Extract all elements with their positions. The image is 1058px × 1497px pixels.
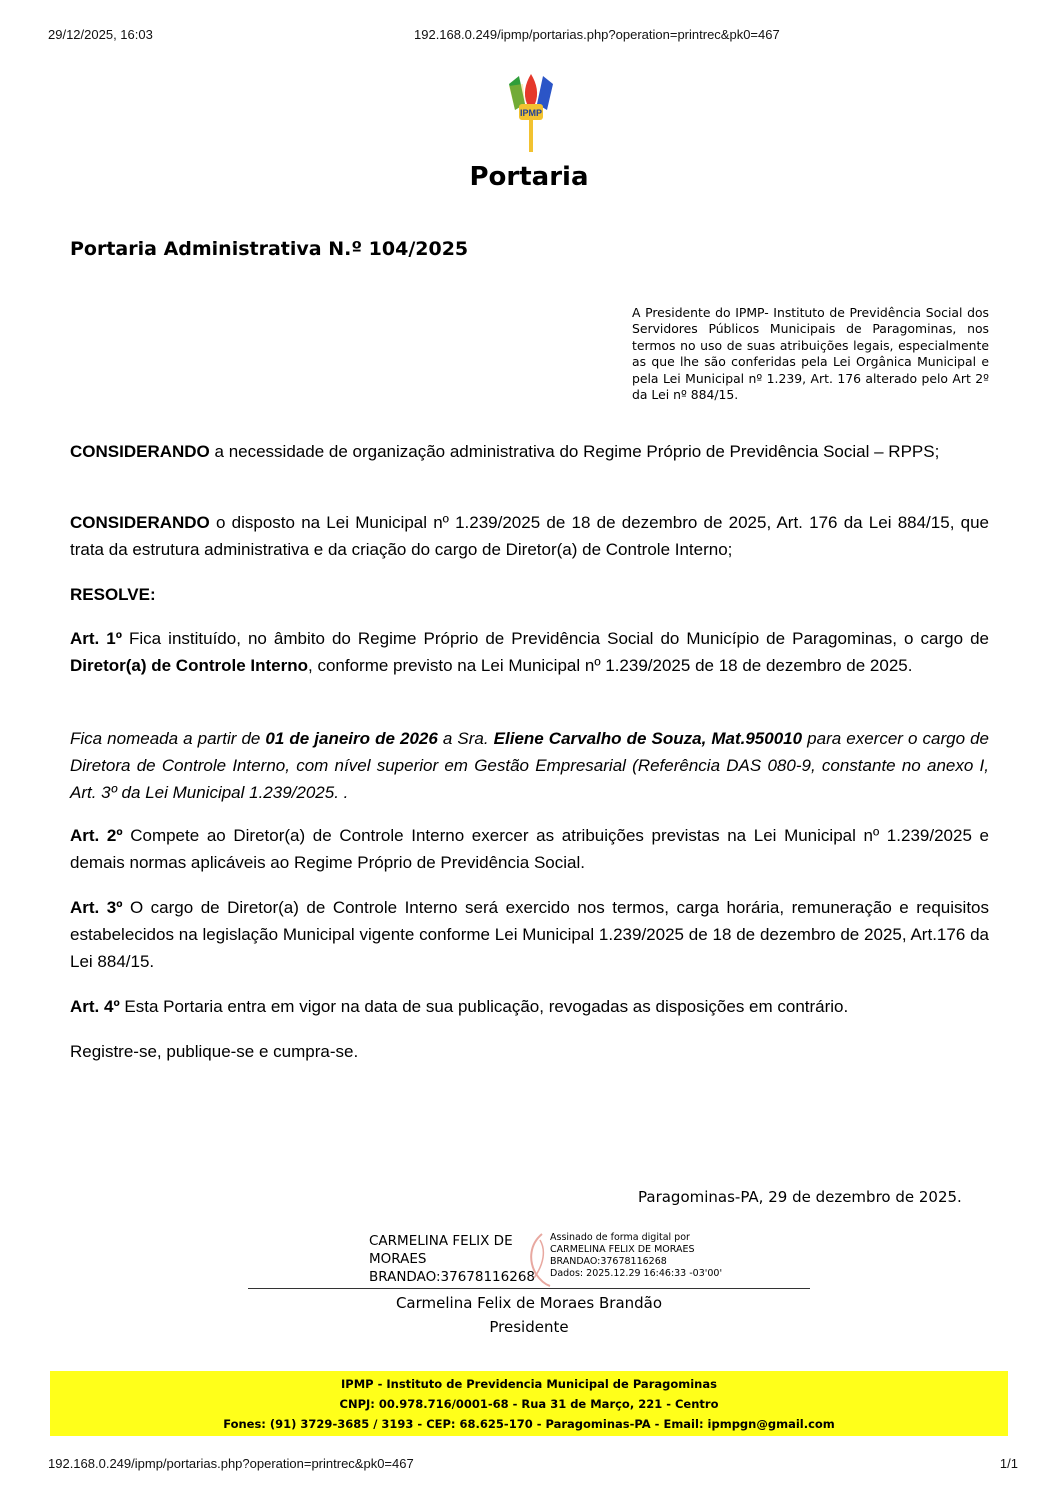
cargo-name: Diretor(a) de Controle Interno xyxy=(70,656,309,675)
digital-signature-name: CARMELINA FELIX DE MORAES BRANDAO:37678116268 xyxy=(369,1233,536,1285)
portaria-number-title: Portaria Administrativa N.º 104/2025 xyxy=(70,238,469,260)
ipmp-logo xyxy=(503,70,559,156)
print-datetime: 29/12/2025, 16:03 xyxy=(48,27,153,42)
article-label: Art. 1º xyxy=(70,629,122,648)
ipmp-flame-logo-icon xyxy=(503,70,559,156)
considerando-paragraph-1 xyxy=(70,438,989,465)
resolve-heading: RESOLVE: xyxy=(70,585,156,604)
considerando-paragraph-2 xyxy=(70,509,989,563)
print-url-header: 192.168.0.249/ipmp/portarias.php?operation=printrec&pk0=467 xyxy=(414,27,780,42)
footer-line-2: CNPJ: 00.978.716/0001-68 - Rua 31 de Março, 221 - Centro xyxy=(339,1397,719,1411)
page-counter: 1/1 xyxy=(999,1456,1018,1471)
article-label: Art. 4º xyxy=(70,997,120,1016)
closing-line: Registre-se, publique-se e cumpra-se. xyxy=(70,1042,359,1061)
signer-name: Carmelina Felix de Moraes Brandão xyxy=(395,1294,663,1312)
art3-paragraph: Art. 3º O cargo de Diretor(a) de Controle Interno será exercido nos termos, carga horária, remuneração e requisitos estabelecidos na legislação Municipal vigente conforme Lei Municipal 1.239/2025 de 18 de dezembro de 2025, Art.176 da Lei 884/15. xyxy=(70,898,989,971)
considerando-text: a necessidade de organização administrativa do Regime Próprio de Previdência Social – RPPS; xyxy=(209,442,940,461)
considerando-label: CONSIDERANDO xyxy=(70,442,210,461)
page-title: Portaria xyxy=(469,162,589,192)
art4-paragraph: Art. 4º Esta Portaria entra em vigor na data de sua publicação, revogadas as disposições em contrário. xyxy=(70,997,849,1016)
print-url-footer: 192.168.0.249/ipmp/portarias.php?operation=printrec&pk0=467 xyxy=(48,1456,414,1471)
considerando-text: o disposto na Lei Municipal nº 1.239/2025 de 18 de dezembro de 2025, Art. 176 da Lei 884/15, que trata da estrutura administrativa e da criação do cargo de Diretor(a) de Controle Interno; xyxy=(70,513,989,559)
signature-line xyxy=(248,1288,810,1289)
article-label: Art. 2º xyxy=(70,826,123,845)
signer-role: Presidente xyxy=(489,1318,569,1336)
preamble-paragraph: A Presidente do IPMP- Instituto de Previdência Social dos Servidores Públicos Municipais de Paragominas, nos termos no uso de suas atribuições legais, especialmente as que lhe são conferidas pela Lei Orgânica Municipal e pela Lei Municipal nº 1.239, Art. 176 alterado pelo Art 2º da Lei nº 884/15. xyxy=(632,305,989,403)
article-label: Art. 3º xyxy=(70,898,123,917)
start-date: 01 de janeiro de 2026 xyxy=(265,729,438,748)
nominee-name: Eliene Carvalho de Souza, Mat.950010 xyxy=(493,729,803,748)
svg-text:IPMP: IPMP xyxy=(519,108,543,118)
considerando-label: CONSIDERANDO xyxy=(70,513,210,532)
nomeacao-paragraph: Fica nomeada a partir de 01 de janeiro de 2026 a Sra. Eliene Carvalho de Souza, Mat.950010 para exercer o cargo de Diretora de Controle Interno, com nível superior em Gestão Empresarial (Referência DAS 080-9, constante no anexo I, Art. 3º da Lei Municipal 1.239/2025. . xyxy=(70,729,990,802)
art1-paragraph: Art. 1º Fica instituído, no âmbito do Regime Próprio de Previdência Social do Município de Paragominas, o cargo de Diretor(a) de Controle Interno, conforme previsto na Lei Municipal nº 1.239/2025 de 18 de dezembro de 2025. xyxy=(70,629,989,675)
place-date: Paragominas-PA, 29 de dezembro de 2025. xyxy=(638,1188,962,1206)
footer-line-1: IPMP - Instituto de Previdencia Municipal de Paragominas xyxy=(341,1377,717,1391)
footer-line-3: Fones: (91) 3729-3685 / 3193 - CEP: 68.625-170 - Paragominas-PA - Email: ipmpgn@gmail.com xyxy=(223,1417,835,1431)
institution-footer xyxy=(50,1371,1008,1436)
art2-paragraph: Art. 2º Compete ao Diretor(a) de Controle Interno exercer as atribuições previstas na Lei Municipal nº 1.239/2025 e demais normas aplicáveis ao Regime Próprio de Previdência Social. xyxy=(70,826,989,872)
digital-signature-info: Assinado de forma digital por CARMELINA FELIX DE MORAES BRANDAO:37678116268 Dados: 2025.12.29 16:46:33 -03'00' xyxy=(550,1232,723,1279)
